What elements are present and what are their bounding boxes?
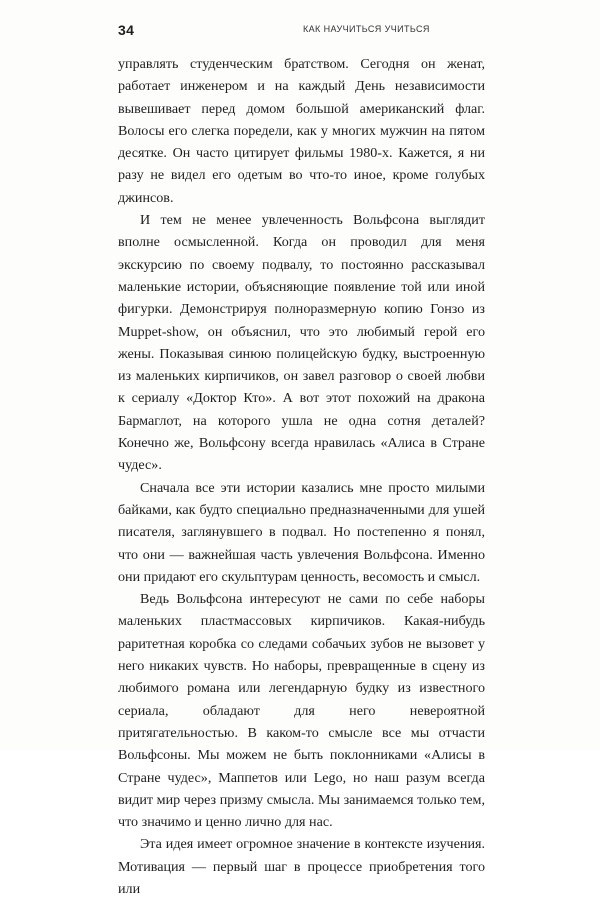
running-head: КАК НАУЧИТЬСЯ УЧИТЬСЯ xyxy=(303,24,430,34)
paragraph: И тем не менее увлеченность Вольфсона выглядит вполне осмысленной. Когда он проводил для меня экскурсию по своему подвалу, то постоянно рассказывал маленькие истории, объясняющие появление той или иной фигурки. Демонстрируя полноразмерную копию Гонзо из Muppet-show, он объяснил, что это любимый герой его жены. Показывая синюю полицейскую будку, выстроенную из маленьких кирпичиков, он завел разговор о своей любви к сериалу «Доктор Кто». А вот этот похожий на дракона Бармаглот, на которого ушла не одна сотня деталей? Конечно же, Вольфсону всегда нравилась «Алиса в Стране чудес». xyxy=(118,212,485,474)
page-header xyxy=(118,22,478,42)
paragraph: Эта идея имеет огромное значение в контексте изучения. Мотивация — первый шаг в процессе приобретения того или xyxy=(118,836,485,897)
paragraph: Сначала все эти истории казались мне просто милыми байками, как будто специально предназначенными для ушей писателя, заглянувшего в подвал. Но постепенно я понял, что они — важнейшая часть увлечения Вольфсона. Именно они придают его скульптурам ценность, весомость и смысл. xyxy=(118,479,485,585)
paragraph: Ведь Вольфсона интересуют не сами по себе наборы маленьких пластмассовых кирпичиков. Какая-нибудь раритетная коробка со следами собачьих зубов не вызовет у него никаких чувств. Но наборы, превращенные в сцену из любимого романа или легендарную будку из известного сериала, обладают для него невероятной притягательностью. В каком-то смысле все мы отчасти Вольфсоны. Мы можем не быть поклонниками «Алисы в Стране чудес», Маппетов или Lego, но наш разум всегда видит мир через призму смысла. Мы занимаемся только тем, что значимо и ценно лично для нас. xyxy=(118,591,485,831)
paragraph: управлять студенческим братством. Сегодня он женат, работает инженером и на каждый День независимости вывешивает перед домом большой американский флаг. Волосы его слегка поредели, как у многих мужчин на пятом десятке. Он часто цитирует фильмы 1980-х. Кажется, я ни разу не видел его одетым во что-то иное, кроме голубых джинсов. xyxy=(118,56,485,206)
body-text xyxy=(118,53,485,900)
page-number: 34 xyxy=(118,22,135,38)
